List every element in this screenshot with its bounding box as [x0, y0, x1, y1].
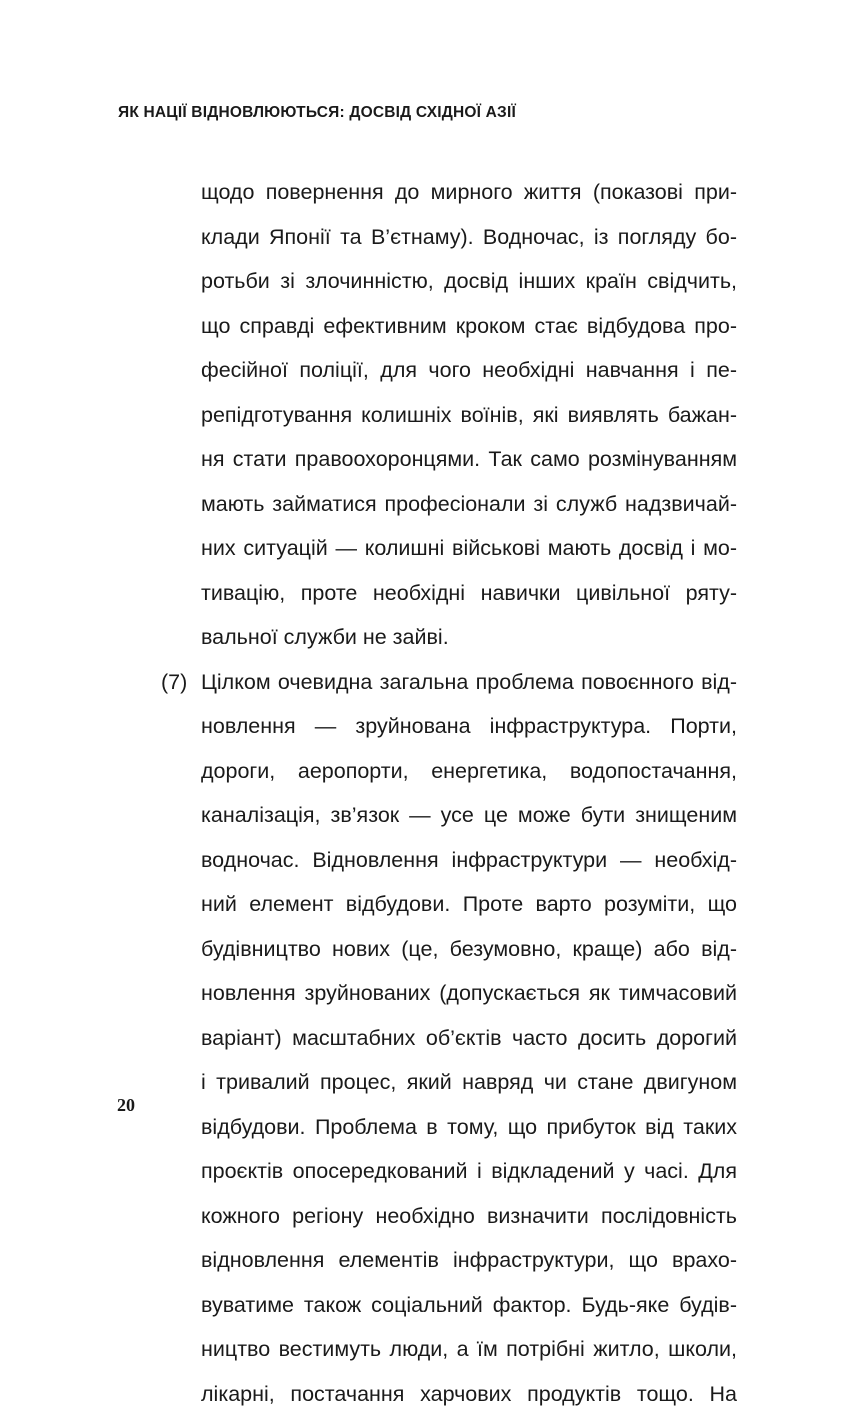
text-line: лікарні, постачання харчових продуктів тощо. На — [201, 1372, 737, 1416]
text-line: відбудови. Проблема в тому, що прибуток від таких — [201, 1105, 737, 1150]
text-line: каналізація, зв’язок — усе це може бути знищеним — [201, 793, 737, 838]
text-line: ротьби зі злочинністю, досвід інших країн свідчить, — [201, 259, 737, 304]
text-line: будівництво нових (це, безумовно, краще) або від- — [201, 927, 737, 972]
text-line: новлення — зруйнована інфраструктура. Порти, — [201, 704, 737, 749]
text-line: кожного регіону необхідно визначити послідовність — [201, 1194, 737, 1239]
text-line: новлення зруйнованих (допускається як тимчасовий — [201, 971, 737, 1016]
text-line: проєктів опосередкований і відкладений у часі. Для — [201, 1149, 737, 1194]
text-line: водночас. Відновлення інфраструктури — необхід- — [201, 838, 737, 883]
text-line: вальної служби не зайві. — [201, 615, 737, 660]
text-line: варіант) масштабних об’єктів часто досить дорогий — [201, 1016, 737, 1061]
text-line: що справді ефективним кроком стає відбудова про- — [201, 304, 737, 349]
paragraph-continuation — [201, 170, 737, 660]
text-line: щодо повернення до мирного життя (показові при- — [201, 170, 737, 215]
text-line: фесійної поліції, для чого необхідні навчання і пе- — [201, 348, 737, 393]
text-line: ництво вестимуть люди, а їм потрібні житло, школи, — [201, 1327, 737, 1372]
page-number: 20 — [117, 1095, 135, 1116]
text-line: вуватиме також соціальний фактор. Будь-яке будів- — [201, 1283, 737, 1328]
text-line: відновлення елементів інфраструктури, що врахо- — [201, 1238, 737, 1283]
text-line: мають займатися професіонали зі служб надзвичай- — [201, 482, 737, 527]
text-line: і тривалий процес, який навряд чи стане двигуном — [201, 1060, 737, 1105]
paragraph-number: (7) — [161, 660, 187, 705]
numbered-paragraph-7 — [201, 660, 737, 1416]
text-line: тивацію, проте необхідні навички цивільної ряту- — [201, 571, 737, 616]
text-line: ня стати правоохоронцями. Так само розмінуванням — [201, 437, 737, 482]
text-line: клади Японії та В’єтнаму). Водночас, із погляду бо- — [201, 215, 737, 260]
running-head: ЯК НАЦІЇ ВІДНОВЛЮЮТЬСЯ: ДОСВІД СХІДНОЇ АЗІЇ — [118, 104, 516, 122]
text-line: репідготування колишніх воїнів, які виявлять бажан- — [201, 393, 737, 438]
text-line: Цілком очевидна загальна проблема повоєнного від- — [201, 660, 737, 705]
body-text — [201, 170, 737, 1416]
text-line: ний елемент відбудови. Проте варто розуміти, що — [201, 882, 737, 927]
text-line: дороги, аеропорти, енергетика, водопостачання, — [201, 749, 737, 794]
text-line: них ситуацій — колишні військові мають досвід і мо- — [201, 526, 737, 571]
